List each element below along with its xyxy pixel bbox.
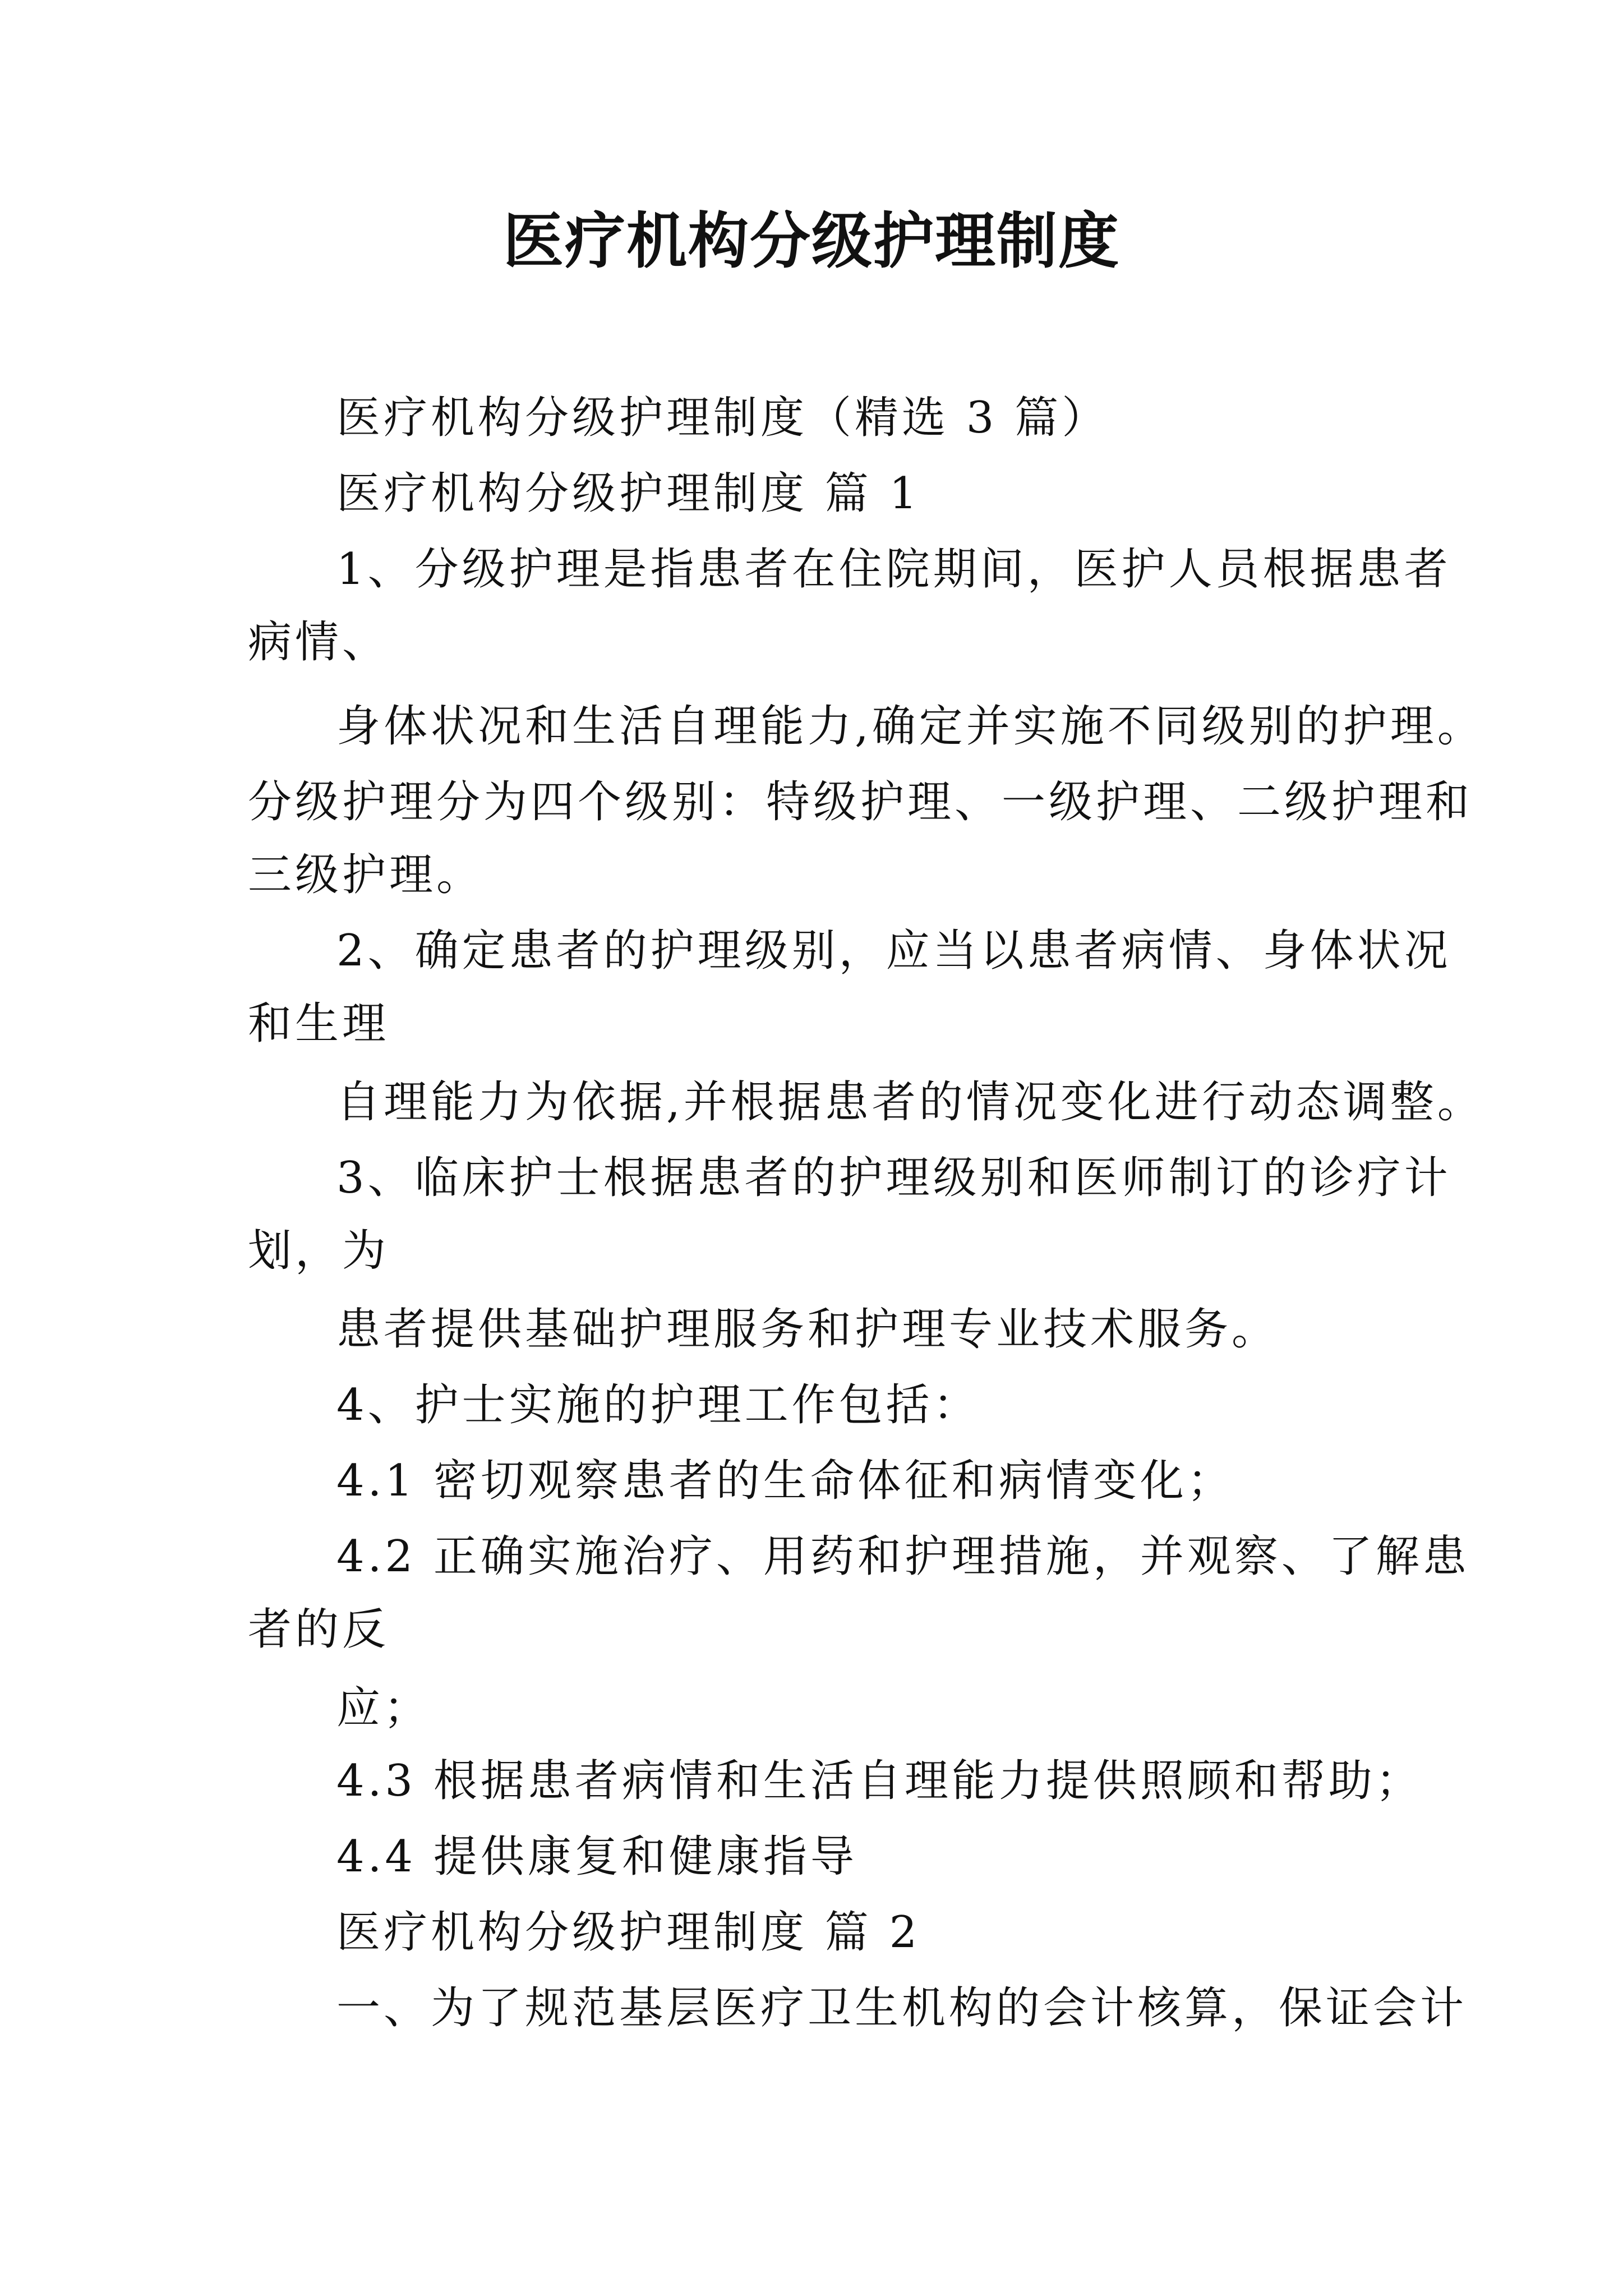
paragraph-line: 三级护理。 [248, 850, 484, 900]
paragraph-line: 2、确定患者的护理级别，应当以患者病情、身体状况 [336, 926, 1451, 976]
paragraph-line: 和生理 [248, 999, 390, 1049]
paragraph-line: 一、为了规范基层医疗卫生机构的会计核算，保证会计 [336, 1983, 1468, 2033]
paragraph-line: 4.3 根据患者病情和生活自理能力提供照顾和帮助； [336, 1756, 1423, 1806]
paragraph-line: 1、分级护理是指患者在住院期间，医护人员根据患者 [336, 544, 1451, 595]
paragraph-line: 病情、 [248, 617, 390, 668]
paragraph-line: 患者提供基础护理服务和护理专业技术服务。 [336, 1304, 1279, 1355]
paragraph-line: 自理能力为依据,并根据患者的情况变化进行动态调整。 [336, 1077, 1484, 1128]
paragraph-line: 应； [336, 1683, 431, 1733]
paragraph-line: 3、临床护士根据患者的护理级别和医师制订的诊疗计 [336, 1153, 1451, 1203]
paragraph-line: 划，为 [248, 1226, 390, 1276]
document-title: 医疗机构分级护理制度 [502, 206, 1120, 277]
paragraph-line: 分级护理分为四个级别：特级护理、一级护理、二级护理和 [248, 777, 1473, 827]
paragraph-line: 4.4 提供康复和健康指导 [336, 1832, 857, 1882]
subtitle-line: 医疗机构分级护理制度（精选 3 篇） [336, 393, 1109, 443]
paragraph-line: 者的反 [248, 1604, 390, 1655]
section-heading-2: 医疗机构分级护理制度 篇 2 [336, 1907, 921, 1958]
section-heading-1: 医疗机构分级护理制度 篇 1 [336, 468, 921, 519]
paragraph-line: 4、护士实施的护理工作包括： [336, 1380, 980, 1430]
paragraph-line: 4.2 正确实施治疗、用药和护理措施，并观察、了解患 [336, 1531, 1470, 1582]
paragraph-line: 身体状况和生活自理能力,确定并实施不同级别的护理。 [336, 701, 1484, 752]
paragraph-line: 4.1 密切观察患者的生命体征和病情变化； [336, 1456, 1234, 1506]
